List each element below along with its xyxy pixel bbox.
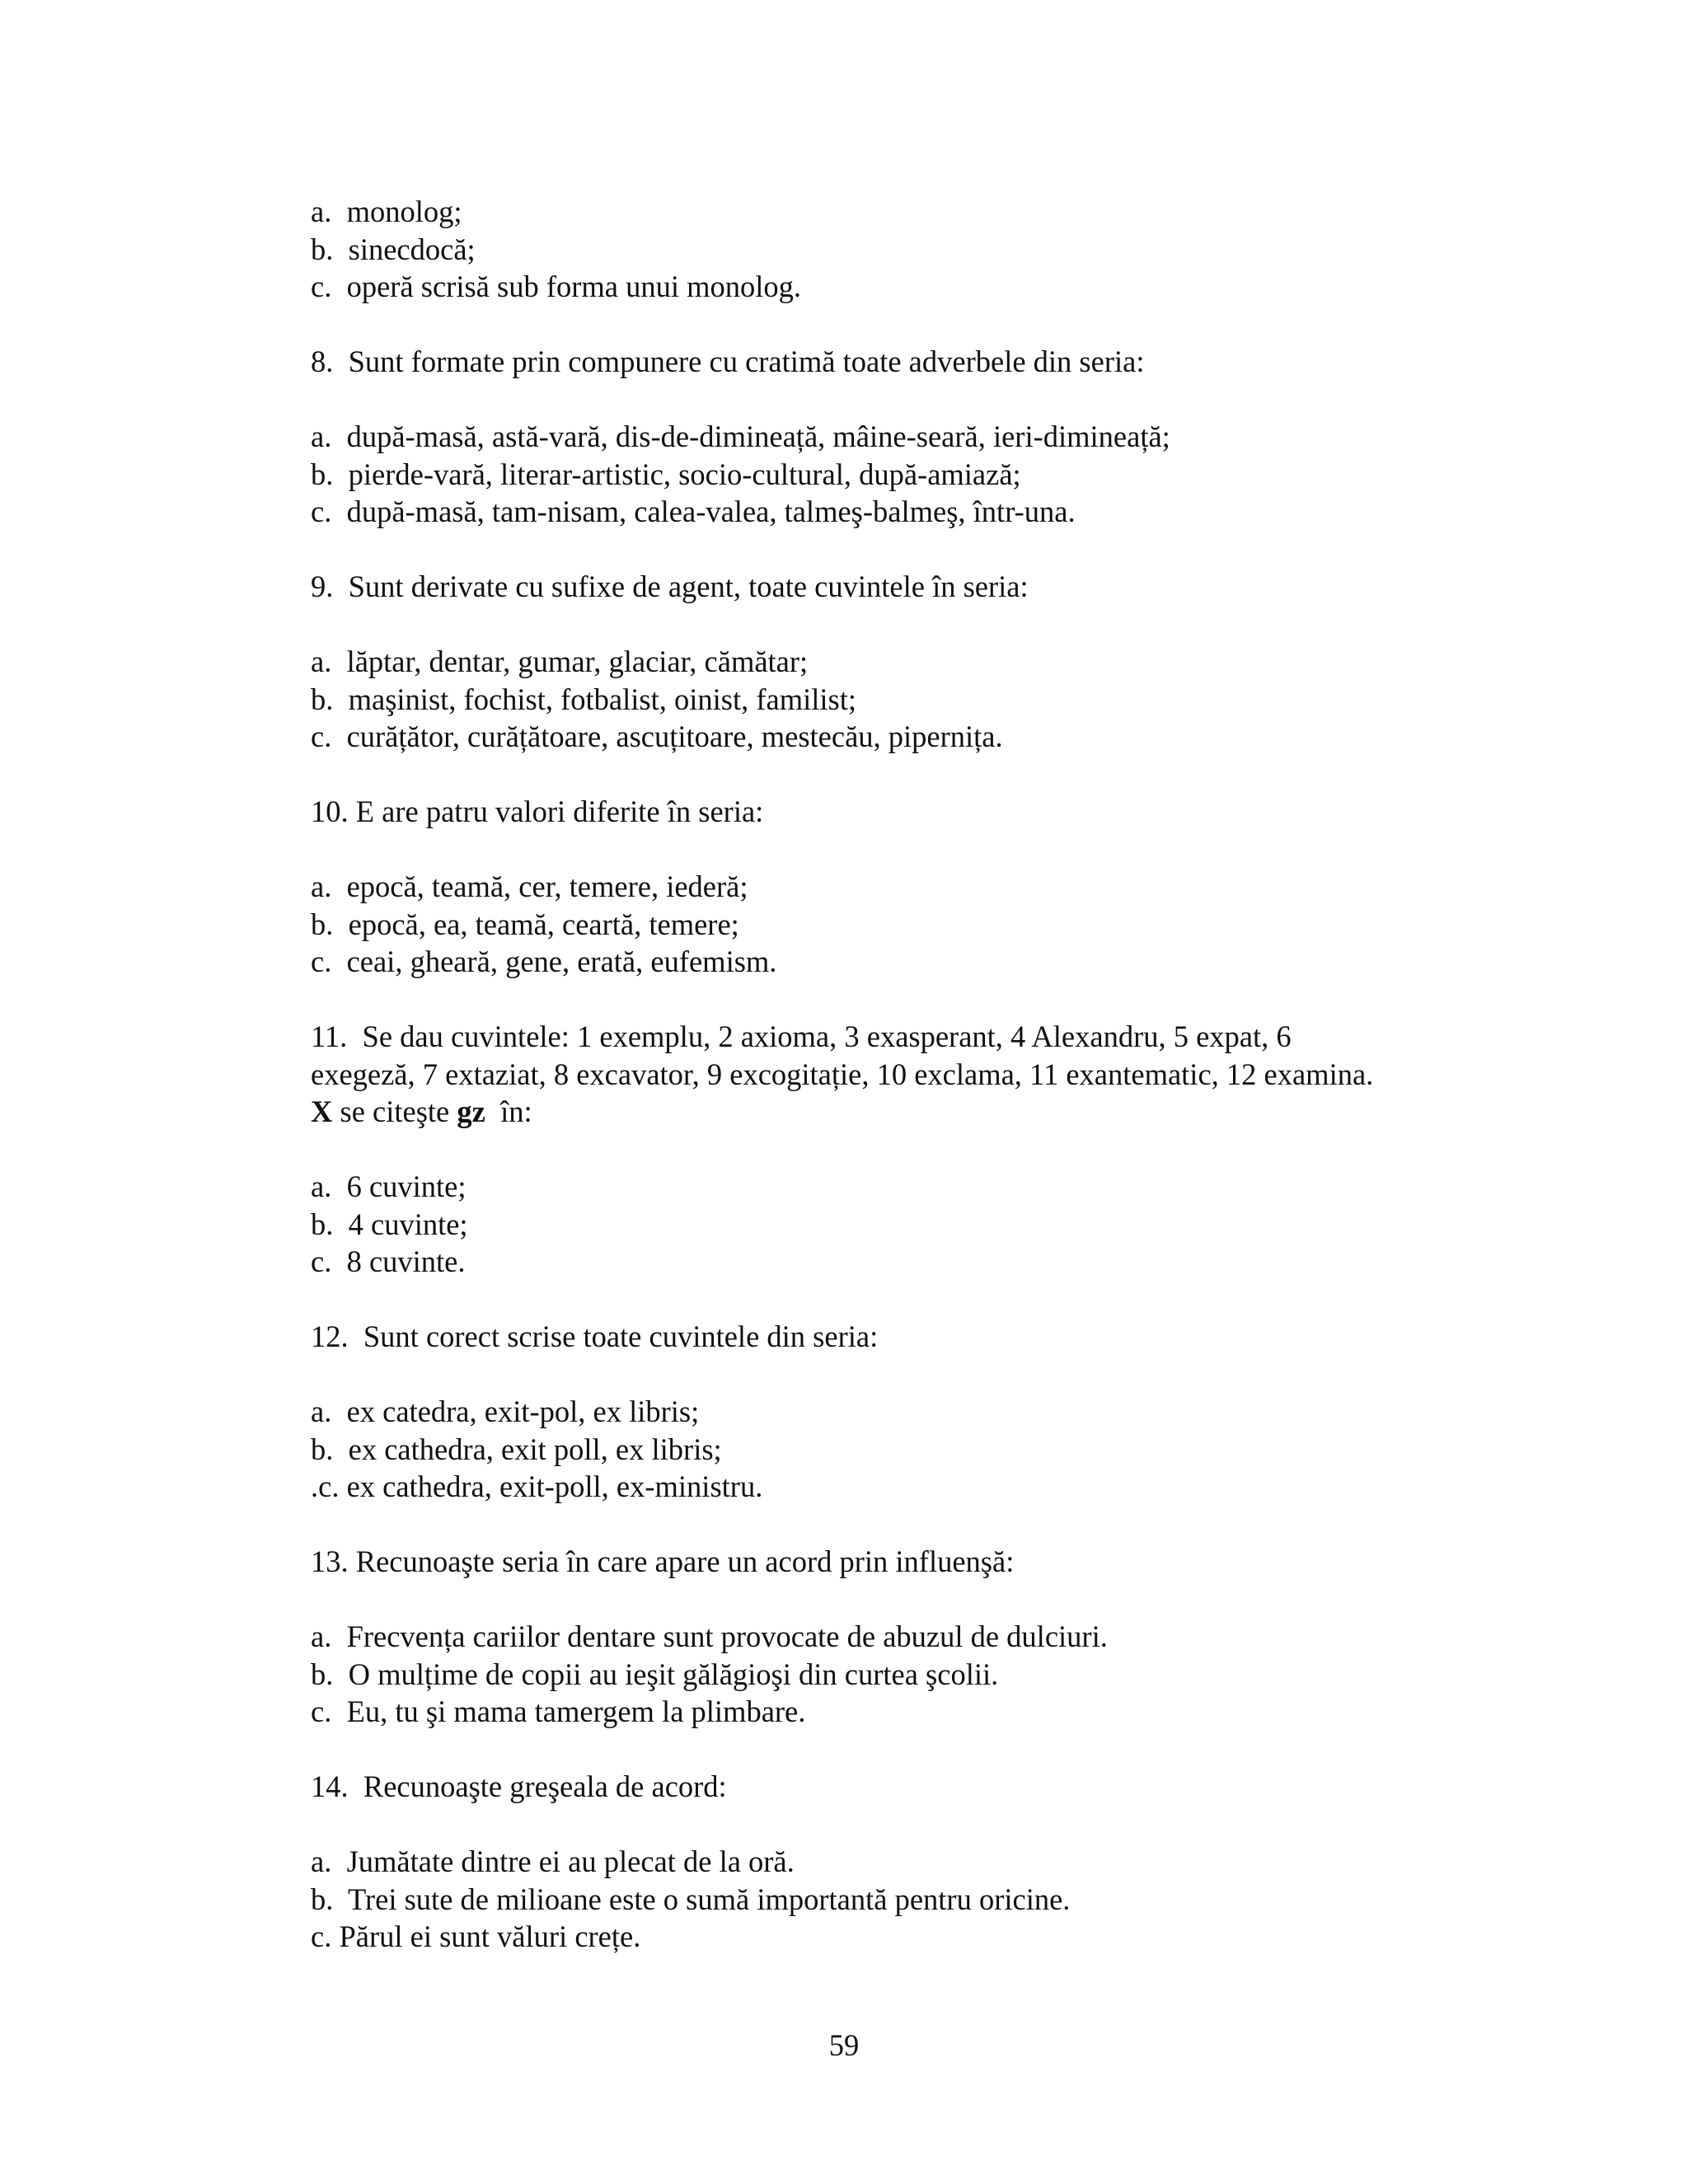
option-13c: c. Eu, tu şi mama tamergem la plimbare. bbox=[311, 1694, 806, 1728]
spacer bbox=[311, 831, 1506, 869]
option-13a: a. Frecvența cariilor dentare sunt provocate de abuzul de dulciuri. bbox=[311, 1619, 1108, 1653]
option-8a: a. după-masă, astă-vară, dis-de-dimineață, mâine-seară, ieri-dimineață; bbox=[311, 419, 1170, 453]
spacer bbox=[311, 756, 1506, 794]
option-11b: b. 4 cuvinte; bbox=[311, 1207, 468, 1241]
option-8c: c. după-masă, tam-nisam, calea-valea, talmeş-balmeş, într-una. bbox=[311, 494, 1076, 528]
spacer bbox=[311, 531, 1506, 569]
spacer bbox=[311, 1131, 1506, 1169]
document-body bbox=[311, 193, 1506, 1956]
option-11a: a. 6 cuvinte; bbox=[311, 1169, 467, 1203]
spacer bbox=[311, 381, 1506, 419]
question-11-end-text: în: bbox=[485, 1094, 532, 1128]
question-10-text: 10. E are patru valori diferite în seria: bbox=[311, 794, 764, 828]
spacer bbox=[311, 306, 1506, 344]
question-11 bbox=[311, 1018, 1506, 1281]
spacer bbox=[311, 606, 1506, 644]
letter-x: X bbox=[311, 1094, 333, 1128]
spacer bbox=[311, 1731, 1506, 1769]
question-9 bbox=[311, 568, 1506, 756]
option-7c: c. operă scrisă sub forma unui monolog. bbox=[311, 269, 802, 303]
spacer bbox=[311, 1506, 1506, 1544]
spacer bbox=[311, 1581, 1506, 1619]
option-10c: c. ceai, gheară, gene, erată, eufemism. bbox=[311, 944, 777, 978]
option-11c: c. 8 cuvinte. bbox=[311, 1244, 466, 1278]
spacer bbox=[311, 1281, 1506, 1319]
option-7a: a. monolog; bbox=[311, 194, 462, 228]
question-13 bbox=[311, 1543, 1506, 1731]
question-8-text: 8. Sunt formate prin compunere cu cratimă toate adverbele din seria: bbox=[311, 344, 1145, 378]
option-14a: a. Jumătate dintre ei au plecat de la oră. bbox=[311, 1844, 795, 1878]
question-9-text: 9. Sunt derivate cu sufixe de agent, toate cuvintele în seria: bbox=[311, 569, 1029, 603]
question-12-text: 12. Sunt corect scrise toate cuvintele din seria: bbox=[311, 1319, 879, 1353]
option-9b: b. maşinist, fochist, fotbalist, oinist, familist; bbox=[311, 682, 857, 716]
option-12b: b. ex cathedra, exit poll, ex libris; bbox=[311, 1432, 722, 1466]
spacer bbox=[311, 981, 1506, 1019]
option-14c: c. Părul ei sunt văluri crețe. bbox=[311, 1919, 641, 1953]
sound-gz: gz bbox=[457, 1094, 485, 1128]
option-12a: a. ex catedra, exit-pol, ex libris; bbox=[311, 1394, 700, 1428]
question-11-mid-text: se citeşte bbox=[332, 1094, 457, 1128]
option-13b: b. O mulțime de copii au ieşit gălăgioşi din curtea şcolii. bbox=[311, 1657, 999, 1691]
question-11-text-line1: 11. Se dau cuvintele: 1 exemplu, 2 axioma, 3 exasperant, 4 Alexandru, 5 expat, 6 bbox=[311, 1019, 1292, 1053]
option-10a: a. epocă, teamă, cer, temere, iederă; bbox=[311, 869, 748, 903]
page-number: 59 bbox=[828, 2028, 860, 2062]
spacer bbox=[311, 1356, 1506, 1394]
question-14 bbox=[311, 1768, 1506, 1956]
question-13-text: 13. Recunoaşte seria în care apare un acord prin influenşă: bbox=[311, 1544, 1015, 1578]
question-11-text-line2: exegeză, 7 extaziat, 8 excavator, 9 excogitație, 10 exclama, 11 exantematic, 12 examina. bbox=[311, 1057, 1374, 1091]
question-10 bbox=[311, 793, 1506, 981]
option-8b: b. pierde-vară, literar-artistic, socio-cultural, după-amiază; bbox=[311, 457, 1021, 491]
option-7b: b. sinecdocă; bbox=[311, 232, 476, 266]
option-12c: .c. ex cathedra, exit-poll, ex-ministru. bbox=[311, 1469, 763, 1503]
spacer bbox=[311, 1806, 1506, 1844]
question-11-text-line3 bbox=[311, 1093, 1506, 1131]
question-12 bbox=[311, 1318, 1506, 1506]
option-10b: b. epocă, ea, teamă, ceartă, temere; bbox=[311, 907, 739, 941]
question-14-text: 14. Recunoaşte greşeala de acord: bbox=[311, 1769, 727, 1803]
option-9a: a. lăptar, dentar, gumar, glaciar, cămătar; bbox=[311, 644, 809, 678]
option-14b: b. Trei sute de milioane este o sumă importantă pentru oricine. bbox=[311, 1882, 1071, 1916]
question-7-options bbox=[311, 193, 1506, 306]
question-8 bbox=[311, 343, 1506, 531]
option-9c: c. curățător, curățătoare, ascuțitoare, mestecău, pipernița. bbox=[311, 719, 1003, 753]
